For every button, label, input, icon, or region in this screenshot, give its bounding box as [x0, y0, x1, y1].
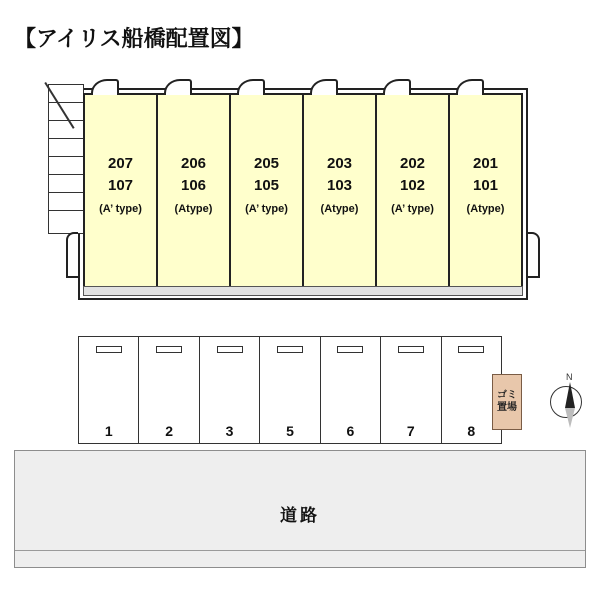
unit-lower-number: 106 — [180, 177, 207, 194]
unit-block — [448, 93, 523, 295]
building-diagram — [78, 88, 528, 300]
unit-lower-number: 103 — [326, 177, 353, 194]
stall-number: 8 — [467, 423, 476, 439]
door-icon — [91, 79, 119, 95]
unit-block — [375, 93, 450, 295]
door-icon — [383, 79, 411, 95]
stall-bar-icon — [277, 346, 303, 353]
unit-block — [302, 93, 377, 295]
stall-number: 5 — [286, 423, 294, 439]
unit-type: (A’ type) — [391, 203, 434, 215]
unit-type: (Atype) — [466, 203, 505, 215]
stairs-frame — [48, 84, 84, 234]
trash-label-line2: 置場 — [497, 402, 517, 413]
stall-bar-icon — [337, 346, 363, 353]
stall-number: 3 — [225, 423, 234, 439]
page-title: 【アイリス船橋配置図】 — [14, 26, 254, 51]
unit-type: (A’ type) — [245, 203, 288, 215]
building-base-strip — [83, 286, 523, 296]
unit-lower-number: 102 — [399, 177, 426, 194]
unit-lower-number: 107 — [107, 177, 134, 194]
stall-bar-icon — [96, 346, 122, 353]
unit-upper-number: 205 — [253, 155, 280, 172]
trash-area — [492, 374, 522, 430]
stair-step — [48, 120, 84, 121]
stair-step — [48, 174, 84, 175]
unit-upper-number: 203 — [326, 155, 353, 172]
unit-type: (Atype) — [320, 203, 359, 215]
stall-number: 1 — [104, 423, 113, 439]
building-left-bump — [66, 232, 78, 278]
door-icon — [164, 79, 192, 95]
parking-stall — [200, 337, 260, 443]
unit-type: (Atype) — [174, 203, 213, 215]
building-right-bump — [528, 232, 540, 278]
compass-needle-north — [565, 382, 575, 408]
unit-upper-number: 201 — [472, 155, 499, 172]
parking-area — [78, 336, 502, 444]
stair-step — [48, 192, 84, 193]
unit-upper-number: 202 — [399, 155, 426, 172]
unit-upper-number: 207 — [107, 155, 134, 172]
unit-row — [83, 93, 523, 295]
road-edge-line — [15, 550, 585, 551]
compass-needle-south — [565, 408, 575, 428]
stair-step — [48, 156, 84, 157]
unit-type: (A’ type) — [99, 203, 142, 215]
stall-bar-icon — [398, 346, 424, 353]
door-icon — [310, 79, 338, 95]
unit-lower-number: 101 — [472, 177, 499, 194]
stall-bar-icon — [156, 346, 182, 353]
trash-label-line1: ゴミ — [497, 390, 517, 401]
stall-bar-icon — [458, 346, 484, 353]
unit-block — [229, 93, 304, 295]
stair-step — [48, 210, 84, 211]
stall-number: 6 — [346, 423, 355, 439]
parking-stall — [79, 337, 139, 443]
door-icon — [237, 79, 265, 95]
stair-step — [48, 138, 84, 139]
compass-icon — [546, 372, 586, 430]
compass-north-label: N — [566, 372, 573, 382]
stall-number: 2 — [165, 423, 174, 439]
road-area — [14, 450, 586, 568]
parking-stall — [321, 337, 381, 443]
unit-upper-number: 206 — [180, 155, 207, 172]
parking-stall — [260, 337, 320, 443]
unit-block — [83, 93, 158, 295]
unit-lower-number: 105 — [253, 177, 280, 194]
stall-number: 7 — [406, 423, 415, 439]
stair-step — [48, 102, 84, 103]
stall-bar-icon — [217, 346, 243, 353]
parking-stall — [139, 337, 199, 443]
road-label: 道路 — [280, 506, 320, 525]
stairs-icon — [48, 84, 84, 234]
door-icon — [456, 79, 484, 95]
parking-stall — [381, 337, 441, 443]
unit-block — [156, 93, 231, 295]
